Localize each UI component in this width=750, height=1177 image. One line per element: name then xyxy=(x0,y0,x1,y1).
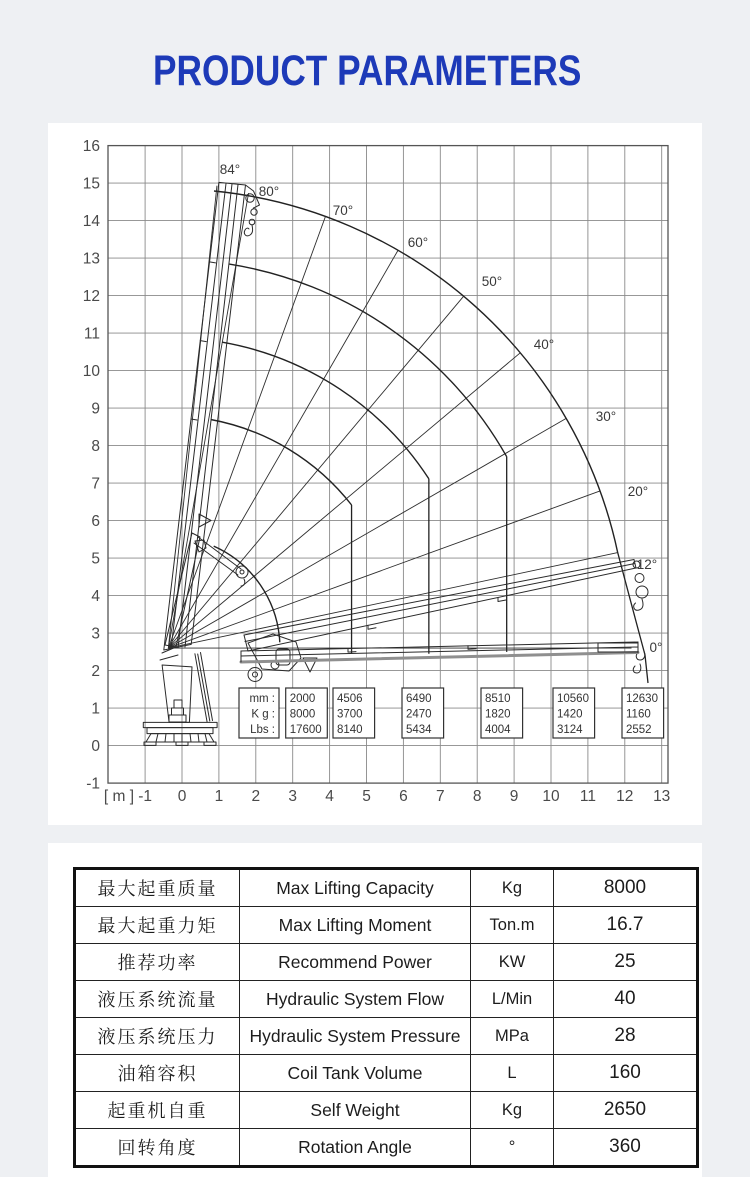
load-table-row-label: K g : xyxy=(251,708,275,721)
load-table-stage-value: 17600 xyxy=(289,724,322,736)
spec-value: 16.7 xyxy=(554,907,698,944)
y-tick-label: 16 xyxy=(82,138,100,156)
spec-name-en: Max Lifting Moment xyxy=(240,907,471,944)
pedestal-drawing xyxy=(143,653,217,746)
load-chart-panel xyxy=(48,123,702,825)
load-table-stage-value: 1820 xyxy=(485,708,511,721)
y-tick-label: 10 xyxy=(82,363,100,381)
x-tick-label: 11 xyxy=(579,788,596,805)
spec-unit: L xyxy=(471,1055,554,1092)
chart-generated-layer xyxy=(83,138,671,805)
spec-name-en: Coil Tank Volume xyxy=(240,1055,471,1092)
x-tick-label: 4 xyxy=(325,788,334,805)
fan-line xyxy=(168,553,617,649)
spec-table xyxy=(73,867,699,1168)
angle-label: 12° xyxy=(636,557,658,572)
table-row xyxy=(75,1092,698,1129)
table-row xyxy=(75,1055,698,1092)
load-table-stage-value: 10560 xyxy=(557,693,589,705)
y-tick-label: 15 xyxy=(82,175,100,193)
spec-unit: L/Min xyxy=(471,981,554,1018)
spec-unit: MPa xyxy=(471,1018,554,1055)
load-table-stage-value: 8140 xyxy=(337,724,363,736)
spec-name-cn: 液压系统压力 xyxy=(75,1018,240,1055)
load-table-stage-value: 4506 xyxy=(337,693,363,705)
spec-value: 28 xyxy=(554,1018,698,1055)
stage-arc xyxy=(229,264,507,457)
load-table-stage-value: 1160 xyxy=(626,708,651,721)
y-tick-label: 2 xyxy=(91,663,100,681)
y-tick-label: 1 xyxy=(91,700,100,718)
page-title: PRODUCT PARAMETERS xyxy=(153,47,582,95)
x-tick-label: 2 xyxy=(251,788,261,805)
x-tick-label: 12 xyxy=(616,788,634,805)
angle-label: 70° xyxy=(332,203,354,218)
spec-name-en: Hydraulic System Pressure xyxy=(240,1018,471,1055)
x-tick-label: 5 xyxy=(362,788,371,805)
y-tick-label: -1 xyxy=(86,775,100,793)
spec-name-en: Self Weight xyxy=(240,1092,471,1129)
angle-label: 84° xyxy=(219,162,241,177)
load-table-stage-value: 2000 xyxy=(289,693,316,705)
spec-table-panel xyxy=(48,843,702,1177)
x-tick-label: 1 xyxy=(214,788,224,805)
angle-label: 30° xyxy=(595,409,617,424)
load-table-stage-value: 3700 xyxy=(337,708,363,721)
y-tick-label: 5 xyxy=(91,550,100,568)
y-tick-label: 14 xyxy=(82,213,100,231)
table-row xyxy=(75,869,698,907)
y-tick-label: 7 xyxy=(91,475,100,493)
spec-name-cn: 液压系统流量 xyxy=(75,981,240,1018)
load-table-stage-value: 5434 xyxy=(406,724,432,736)
boom-vertical-drawing xyxy=(164,182,260,650)
spec-name-cn: 最大起重力矩 xyxy=(75,907,240,944)
spec-value: 2650 xyxy=(554,1092,698,1129)
load-table-row-label: Lbs : xyxy=(250,724,275,736)
spec-value: 25 xyxy=(554,944,698,981)
angle-label: 20° xyxy=(627,484,649,499)
spec-name-cn: 回转角度 xyxy=(75,1129,240,1167)
angle-label: 80° xyxy=(258,184,280,199)
table-row xyxy=(75,1129,698,1167)
boom-angle-fan-lines xyxy=(168,186,631,648)
angle-label: 0° xyxy=(649,640,663,655)
y-tick-label: 0 xyxy=(91,738,100,756)
knuckle-drawing xyxy=(248,634,317,682)
load-table-row-label: mm : xyxy=(249,693,275,705)
table-row xyxy=(75,944,698,981)
spec-unit: KW xyxy=(471,944,554,981)
load-table-stage-value: 8000 xyxy=(289,708,316,721)
x-tick-label: 6 xyxy=(399,788,408,805)
x-tick-label: 8 xyxy=(472,788,482,805)
y-tick-label: 12 xyxy=(82,288,100,306)
y-tick-label: 4 xyxy=(91,588,100,606)
angle-label: 50° xyxy=(481,274,503,289)
spec-name-en: Rotation Angle xyxy=(240,1129,471,1167)
x-tick-label: 7 xyxy=(435,788,445,805)
boom-12deg-drawing xyxy=(244,560,648,661)
spec-value: 360 xyxy=(554,1129,698,1167)
table-row xyxy=(75,907,698,944)
spec-name-en: Recommend Power xyxy=(240,944,471,981)
angle-label: 60° xyxy=(407,235,429,250)
table-row xyxy=(75,1018,698,1055)
spec-unit: ° xyxy=(471,1129,554,1167)
x-tick-label: 0 xyxy=(177,788,187,805)
spec-value: 160 xyxy=(554,1055,698,1092)
load-table-stage-value: 8510 xyxy=(485,693,511,705)
load-table-stage-value: 2470 xyxy=(406,708,432,721)
crane-load-chart xyxy=(48,123,702,825)
load-table-stage-value: 2552 xyxy=(626,724,652,736)
fan-line xyxy=(168,491,600,648)
y-tick-label: 8 xyxy=(91,438,100,456)
load-table-stage-value: 6490 xyxy=(406,693,432,705)
spec-name-cn: 最大起重质量 xyxy=(75,869,240,907)
x-tick-label: 3 xyxy=(288,788,298,805)
load-table-stage-value: 3124 xyxy=(557,724,583,736)
y-tick-label: 3 xyxy=(91,625,100,643)
stage-arc xyxy=(222,342,429,479)
load-table-stage-value: 1420 xyxy=(557,708,583,721)
x-tick-label: 13 xyxy=(653,788,671,805)
spec-unit: Kg xyxy=(471,1092,554,1129)
spec-name-cn: 推荐功率 xyxy=(75,944,240,981)
x-tick-label: 10 xyxy=(542,788,560,805)
y-tick-label: 13 xyxy=(82,250,100,268)
y-tick-label: 11 xyxy=(83,325,100,343)
fan-line xyxy=(168,250,398,648)
spec-name-cn: 油箱容积 xyxy=(75,1055,240,1092)
spec-unit: Kg xyxy=(471,869,554,907)
angle-label: 40° xyxy=(533,337,555,352)
spec-unit: Ton.m xyxy=(471,907,554,944)
x-tick-label: -1 xyxy=(138,788,152,805)
load-table xyxy=(239,688,664,738)
load-table-stage-value: 4004 xyxy=(485,724,511,736)
spec-value: 40 xyxy=(554,981,698,1018)
y-tick-label: 6 xyxy=(91,513,100,531)
x-tick-label: 9 xyxy=(509,788,519,805)
load-table-stage-value: 12630 xyxy=(626,693,658,705)
table-row xyxy=(75,981,698,1018)
x-axis-unit-label: [ m ] xyxy=(103,788,135,805)
envelope-hook-rope xyxy=(618,553,648,683)
spec-name-cn: 起重机自重 xyxy=(75,1092,240,1129)
spec-name-en: Hydraulic System Flow xyxy=(240,981,471,1018)
spec-value: 8000 xyxy=(554,869,698,907)
y-tick-label: 9 xyxy=(91,400,100,418)
spec-name-en: Max Lifting Capacity xyxy=(240,869,471,907)
stage-arc xyxy=(211,420,352,506)
